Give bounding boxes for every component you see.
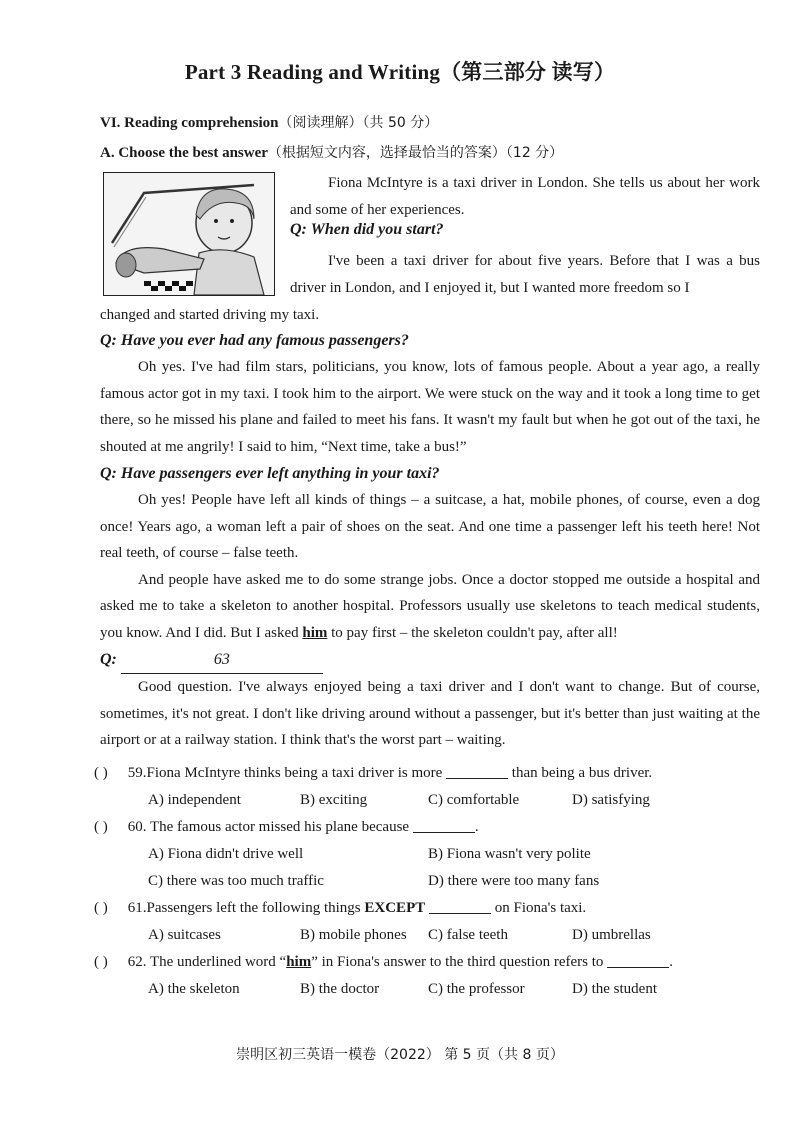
question-60 [94, 814, 774, 841]
option-b[interactable]: B) the doctor [300, 981, 380, 997]
options-60-row1 [94, 841, 774, 868]
part-title: Part 3 Reading and Writing（第三部分 读写） [184, 60, 616, 84]
answer-3: Oh yes! People have left all kinds of things – a suitcase, a hat, mobile phones, of course, even a dog once! Years ago, a woman left a pair of shoes on the seat. And one time a passenger left his teeth here! Not real teeth, of course – false teeth. [100, 492, 760, 561]
question-heading-2: Q: Have you ever had any famous passengers? [100, 332, 409, 349]
answer-3b [100, 567, 760, 647]
passage-intro: Fiona McIntyre is a taxi driver in London. She tells us about her work and some of her experiences. [290, 175, 760, 218]
passage-body [100, 327, 760, 754]
options-59 [94, 787, 774, 814]
question-heading-4 [100, 646, 760, 674]
question-stem-post: ” in Fiona's answer to the third question refers to [311, 954, 608, 970]
question-heading-3: Q: Have passengers ever left anything in your taxi? [100, 465, 440, 482]
options-60-row2 [94, 868, 774, 895]
question-61 [94, 895, 774, 922]
question-stem-pre: 62. The underlined word “ [127, 954, 287, 970]
section-title-en: VI. Reading comprehension [100, 115, 279, 131]
section-title [100, 112, 438, 132]
stem-blank [446, 764, 508, 779]
answer-3b-pre: And people have asked me to do some strange jobs. Once a doctor stopped me outside a hospital and asked me to take a skeleton to another hospital. Professors usually use skeletons to teach medical students, you know. And I did. But I asked [100, 571, 760, 641]
option-d[interactable]: D) there were too many fans [428, 873, 600, 889]
answer-4: Good question. I've always enjoyed being a taxi driver and I don't want to change. But of course, sometimes, it's not great. I don't like driving around without a passenger, but it's better than just waiting at the airport or at a railway station. I think that's the worst part – waiting. [100, 679, 760, 748]
stem-blank [413, 818, 475, 833]
question-stem-bold: EXCEPT [364, 900, 426, 916]
sub-title-cn: （根据短文内容，选择最恰当的答案）（12 分） [267, 145, 564, 161]
answer-1: I've been a taxi driver for about five years. Before that I was a bus driver in London, and I enjoyed it, but I wanted more freedom so I [290, 253, 760, 296]
option-d[interactable]: D) the student [572, 981, 657, 997]
underlined-word: him [302, 624, 328, 641]
stem-blank [607, 953, 669, 968]
question-stem-pre: 60. The famous actor missed his plane because [127, 819, 413, 835]
question-stem-pre: 59.Fiona McIntyre thinks being a taxi driver is more [127, 765, 447, 781]
question-4-label: Q: [100, 651, 117, 668]
question-stem-pre: 61.Passengers left the following things [127, 900, 365, 916]
sub-title [100, 142, 563, 162]
question-list [94, 760, 774, 1003]
option-b[interactable]: B) Fiona wasn't very polite [428, 846, 591, 862]
question-heading-1: Q: When did you start? [290, 221, 444, 238]
question-62: ( ) 62. The underlined word “him” in Fiona's answer to the third question refers to . [94, 949, 774, 976]
option-d[interactable]: D) umbrellas [572, 927, 651, 943]
option-a[interactable]: A) the skeleton [148, 981, 240, 997]
question-59 [94, 760, 774, 787]
sub-title-en: A. Choose the best answer [100, 145, 268, 161]
stem-blank [429, 899, 491, 914]
question-stem-post: on Fiona's taxi. [490, 900, 587, 916]
option-c[interactable]: C) comfortable [428, 792, 520, 808]
option-a[interactable]: A) independent [148, 792, 241, 808]
option-c[interactable]: C) false teeth [428, 927, 508, 943]
option-b[interactable]: B) exciting [300, 792, 368, 808]
answer-3b-post: to pay first – the skeleton couldn't pay, after all! [327, 624, 618, 641]
option-a[interactable]: A) Fiona didn't drive well [148, 846, 304, 862]
answer-2: Oh yes. I've had film stars, politicians, you know, lots of famous people. About a year ago, a really famous actor got in my taxi. I took him to the airport. We were stuck on the way and it took a long time to get there, so he missed his plane and failed to meet his fans. It wasn't my fault but when he got out of the taxi, he shouted at me angrily! I said to him, “Next time, take a bus!” [100, 359, 760, 455]
answer-paren[interactable]: ( ) [94, 900, 108, 916]
option-b[interactable]: B) mobile phones [300, 927, 407, 943]
option-a[interactable]: A) suitcases [148, 927, 221, 943]
answer-paren[interactable]: ( ) [94, 819, 108, 835]
answer-paren[interactable]: ( ) [94, 765, 108, 781]
option-c[interactable]: C) the professor [428, 981, 525, 997]
option-d[interactable]: D) satisfying [572, 792, 650, 808]
question-4-blank[interactable]: 63 [121, 646, 323, 674]
options-62 [94, 976, 774, 1003]
question-stem-post: . [474, 819, 479, 835]
answer-paren[interactable]: ( ) [94, 954, 108, 970]
page-footer: 崇明区初三英语一模卷（2022） 第 5 页（共 8 页） [236, 1047, 564, 1063]
option-c[interactable]: C) there was too much traffic [148, 873, 324, 889]
options-61 [94, 922, 774, 949]
section-title-cn: （阅读理解）（共 50 分） [278, 115, 439, 131]
question-stem-post: than being a bus driver. [508, 765, 653, 781]
question-stem-bold: him [286, 954, 312, 970]
taxi-driver-illustration [103, 172, 275, 296]
answer-1-tail: changed and started driving my taxi. [100, 307, 320, 323]
